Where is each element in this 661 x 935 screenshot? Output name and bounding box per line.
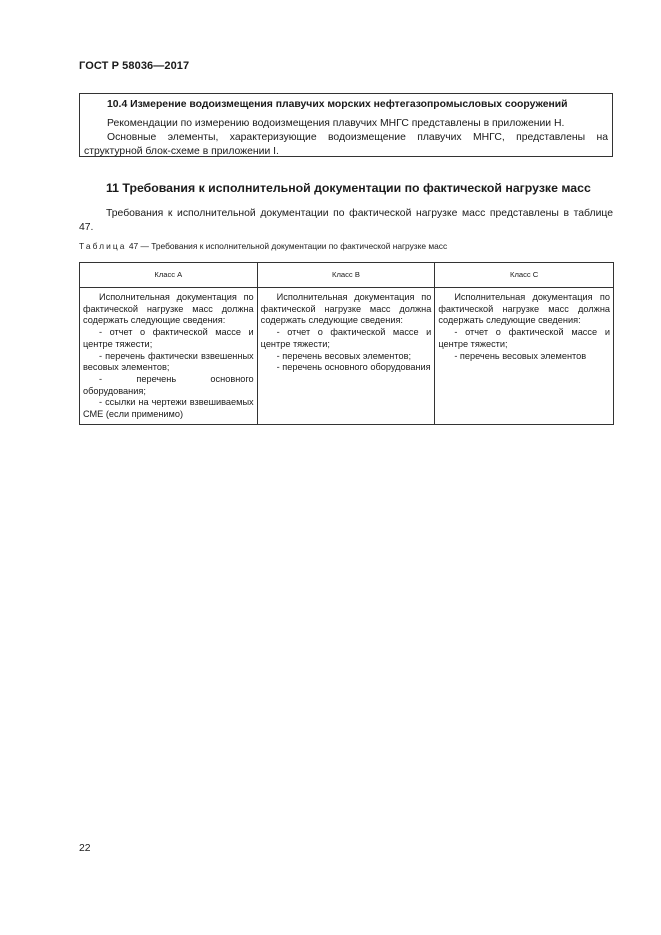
- table-row: [80, 288, 614, 425]
- table-header-row: [80, 263, 614, 288]
- cell-class-c: [435, 288, 614, 425]
- section-title: 11 Требования к исполнительной документации по фактической нагрузке масс: [106, 181, 591, 195]
- cell-a-item-4: - ссылки на чертежи взвешиваемых СМЕ (если применимо): [83, 397, 254, 420]
- cell-c-intro: Исполнительная документация по фактической нагрузке масс должна содержать следующие сведения:: [438, 292, 610, 326]
- cell-class-b: [257, 288, 435, 425]
- table-caption-label: Таблица: [79, 241, 127, 251]
- cell-c-item-2: - перечень весовых элементов: [454, 350, 587, 361]
- cell-class-a: [80, 288, 258, 425]
- cell-a-item-1: - отчет о фактической массе и центре тяжести;: [83, 327, 254, 349]
- cell-b-item-2: - перечень весовых элементов;: [276, 350, 412, 361]
- subsection-line-2: Основные элементы, характеризующие водоизмещение плавучих МНГС, представлены на структурной блок-схеме в приложении I.: [84, 132, 608, 157]
- section-paragraph-text: Требования к исполнительной документации по фактической нагрузке масс представлены в таблице 47.: [79, 208, 613, 233]
- header-class-a: Класс А: [80, 263, 258, 288]
- subsection-text: [80, 117, 612, 159]
- cell-b-intro: Исполнительная документация по фактической нагрузке масс должна содержать следующие сведения:: [260, 292, 432, 326]
- cell-a-item-3: - перечень основного оборудования;: [83, 373, 254, 396]
- cell-a-intro: Исполнительная документация по фактической нагрузке масс должна содержать следующие сведения:: [83, 292, 254, 326]
- subsection-line-1: Рекомендации по измерению водоизмещения плавучих МНГС представлены в приложении Н.: [107, 118, 565, 129]
- header-class-c: Класс С: [435, 263, 614, 288]
- section-paragraph: [79, 207, 613, 235]
- requirements-table: [79, 262, 614, 425]
- document-code-header: ГОСТ Р 58036—2017: [79, 60, 190, 72]
- table-caption-text: 47 — Требования к исполнительной документации по фактической нагрузке масс: [128, 241, 448, 251]
- subsection-box: [79, 93, 613, 157]
- cell-c-item-1: - отчет о фактической массе и центре тяжести;: [438, 327, 610, 349]
- cell-b-item-1: - отчет о фактической массе и центре тяжести;: [260, 327, 432, 349]
- table-caption: [79, 241, 447, 251]
- cell-b-item-3: - перечень основного оборудования: [276, 362, 431, 373]
- page-number: 22: [79, 843, 91, 854]
- subsection-title: 10.4 Измерение водоизмещения плавучих морских нефтегазопромысловых сооружений: [107, 99, 568, 110]
- cell-a-item-2: - перечень фактически взвешенных весовых элементов;: [83, 350, 254, 373]
- header-class-b: Класс В: [257, 263, 435, 288]
